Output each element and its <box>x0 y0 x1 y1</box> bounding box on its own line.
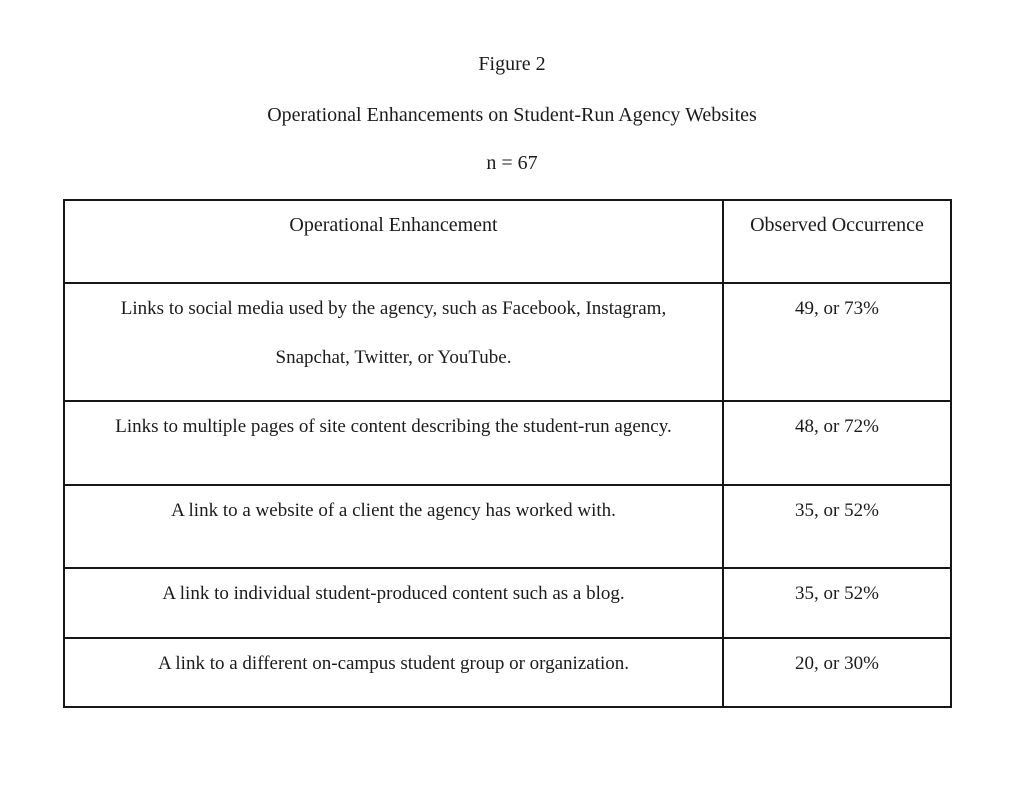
enhancement-text-line: A link to a different on-campus student group or organization. <box>157 653 630 674</box>
occurrence-cell <box>723 283 951 401</box>
figure-label: Figure 2 <box>478 53 546 75</box>
occurrence-value: 20, or 30% <box>795 653 879 674</box>
table-row <box>64 638 951 707</box>
sample-size: n = 67 <box>486 152 538 174</box>
enhancement-text-line: A link to individual student-produced content such as a blog. <box>162 583 625 604</box>
figure-title: Operational Enhancements on Student-Run Agency Websites <box>267 104 757 126</box>
occurrence-value: 35, or 52% <box>795 500 879 521</box>
data-table <box>63 199 952 708</box>
occurrence-value: 35, or 52% <box>795 583 879 604</box>
enhancement-text-line: Snapchat, Twitter, or YouTube. <box>275 347 512 368</box>
enhancement-text-line: A link to a website of a client the agency has worked with. <box>171 500 616 521</box>
enhancement-cell <box>64 401 723 485</box>
occurrence-cell <box>723 568 951 638</box>
enhancement-cell <box>64 485 723 568</box>
table-row <box>64 485 951 568</box>
occurrence-cell <box>723 401 951 485</box>
column-header-enhancement <box>64 200 723 283</box>
enhancement-cell <box>64 283 723 401</box>
table-row <box>64 283 951 401</box>
occurrence-cell <box>723 638 951 707</box>
enhancement-cell <box>64 568 723 638</box>
table-row <box>64 401 951 485</box>
enhancement-text-line: Links to multiple pages of site content describing the student-run agency. <box>115 416 672 437</box>
column-header-label: Observed Occurrence <box>750 214 924 236</box>
table-row <box>64 568 951 638</box>
occurrence-cell <box>723 485 951 568</box>
enhancement-text-line: Links to social media used by the agency, such as Facebook, Instagram, <box>120 298 667 319</box>
column-header-label: Operational Enhancement <box>289 214 498 236</box>
enhancement-cell <box>64 638 723 707</box>
occurrence-value: 48, or 72% <box>795 416 879 437</box>
column-header-occurrence <box>723 200 951 283</box>
table-header-row <box>64 200 951 283</box>
occurrence-value: 49, or 73% <box>795 298 879 319</box>
